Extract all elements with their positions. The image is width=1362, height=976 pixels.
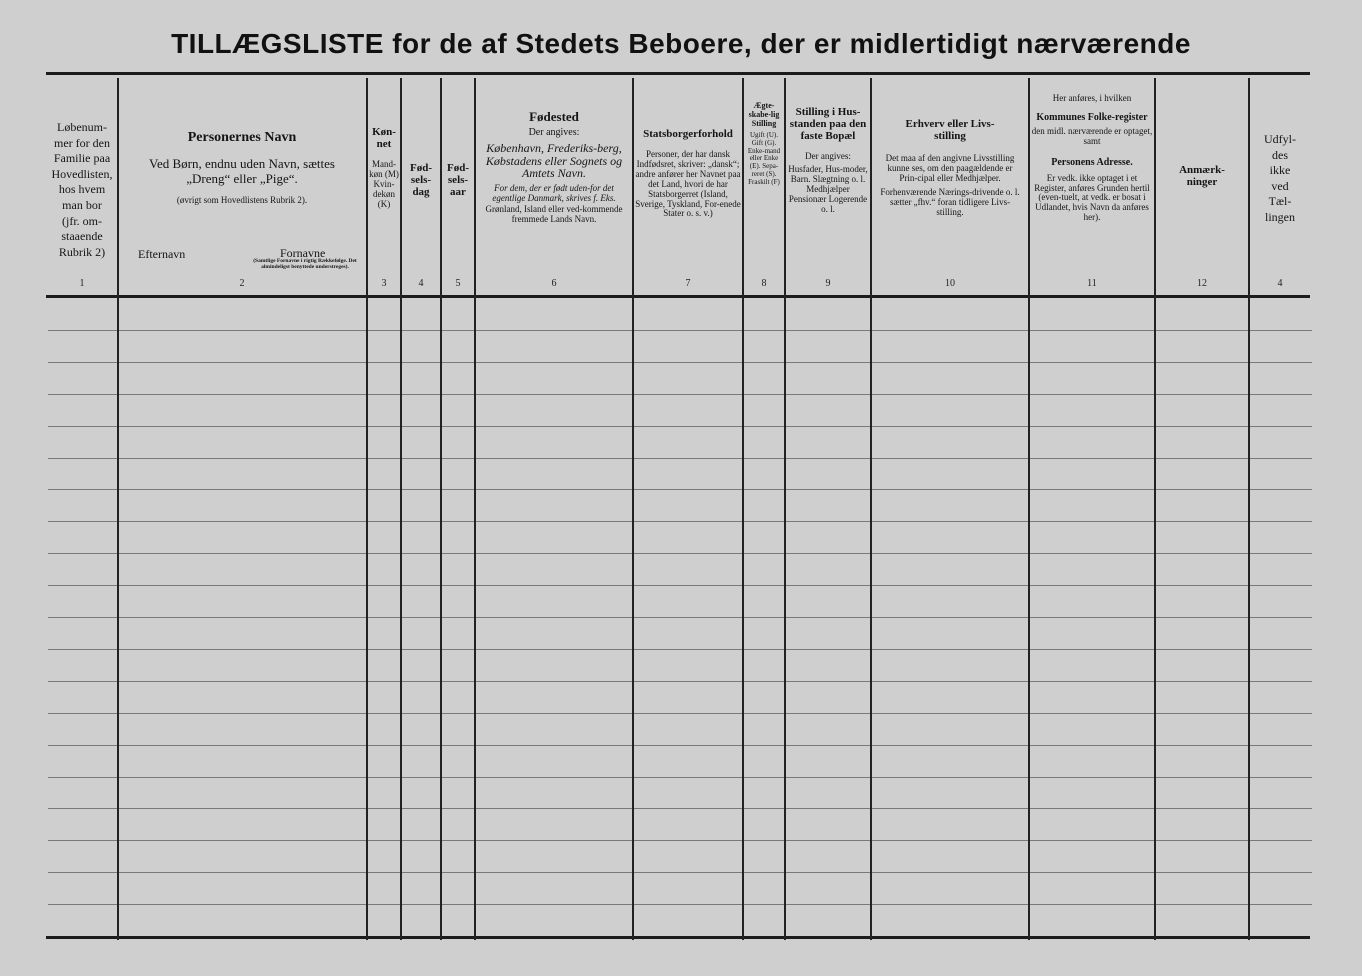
col-number: 11 [1087,278,1097,289]
col-header-udfyldes-ikke [1250,132,1310,332]
col-header-personernes-navn [120,130,364,330]
col4-heading: Fød-sels-dag [410,162,432,199]
table-row-rule [48,777,1312,778]
col10-text2: Forhenværende Nærings-drivende o. l. sætter „fhv.“ foran tidligere Livs-stilling. [880,186,1020,217]
col-number: 2 [239,278,245,289]
col-header-stilling-husstand [787,106,869,306]
col2-note: (øvrigt som Hovedlistens Rubrik 2). [176,194,308,205]
col11-heading: Kommunes Folke-register [1036,111,1148,123]
col-header-konnet [368,126,400,326]
col1-line: man bor [62,197,102,212]
col10-text: Det maa af den angivne Livsstilling kunne ses, om den paagældende er Prin-cipal eller Medhjælper. [885,153,1015,183]
col-number: 5 [455,278,461,289]
table-row-rule [48,426,1312,427]
col9-text: Husfader, Hus-moder, Barn. Slægtning o. l. Medhjælper Pensionær Logerende o. l. [788,164,868,214]
col6-heading: Fødested [529,110,579,124]
table-row-rule [48,808,1312,809]
column-divider [117,78,119,940]
col1-line: Rubrik 2) [58,244,106,259]
column-divider [474,78,476,940]
col1-line: hos hvem [58,182,106,197]
col6-sub: Der angives: [528,127,580,139]
col-number: 8 [761,278,767,289]
column-divider [784,78,786,940]
table-row-rule [48,745,1312,746]
col13-line: lingen [1265,209,1295,224]
col-number: 4 [1277,278,1283,289]
col-number: 9 [825,278,831,289]
col8-heading: Ægte-skabe-lig Stilling [748,102,780,128]
col9-heading: Stilling i Hus-standen paa den faste Bopæl [789,106,867,143]
col-number: 6 [551,278,557,289]
table-row-rule [48,458,1312,459]
col1-line: (jfr. om- [62,213,102,228]
col-header-fodselsdag [403,162,439,362]
col-number: 3 [381,278,387,289]
table-row-rule [48,872,1312,873]
col-header-folkeregister [1031,94,1153,294]
col1-line: Løbenum- [57,120,107,134]
col-header-lobenummer [48,120,116,320]
column-divider [1028,78,1030,940]
col10-heading: Erhverv eller Livs-stilling [905,118,995,143]
col12-heading: Anmærk-ninger [1179,164,1225,189]
col-header-anmaerkninger [1158,164,1246,364]
col-header-fodselsaar [443,162,473,362]
col7-heading: Statsborgerforhold [643,128,733,140]
col1-line: staaende [61,229,103,244]
col-number: 12 [1197,278,1207,289]
table-row-rule [48,904,1312,905]
column-divider [400,78,402,940]
table-row-rule [48,681,1312,682]
col-header-aegteskabelig [744,102,784,302]
table-row-rule [48,489,1312,490]
column-divider [440,78,442,940]
col13-line: Tæl- [1268,194,1292,209]
col13-line: Udfyl- [1264,132,1296,146]
col6-text3: Grønland, Island eller ved-kommende fremmede Lands Navn. [485,203,623,224]
col7-text: Personer, der har dansk Indfødsret, skriver: „dansk“; andre anfører her Navnet paa det Land, hvori de har Statsborgerret (Island, Sverige, Tyskland, For-enede Stater o. s. v.) [635,149,741,219]
col9-sub: Der angives: [805,151,851,162]
table-row-rule [48,362,1312,363]
table-row-rule [48,394,1312,395]
table-row-rule [48,585,1312,586]
col5-heading: Fød-sels-aar [447,162,469,199]
col2-sub-fornavne: Fornavne [280,246,326,260]
bottom-rule [46,936,1310,939]
column-divider [870,78,872,940]
table-row-rule [48,617,1312,618]
col2-heading: Personernes Navn [187,130,297,145]
col3-heading: Køn-net [372,126,396,151]
table-row-rule [48,713,1312,714]
table-row-rule [48,649,1312,650]
col11-sub: Her anføres, i hvilken [1052,94,1132,103]
table-row-rule [48,330,1312,331]
col11-text2: Er vedk. ikke optaget i et Register, anføres Grunden hertil (even-tuelt, at vedk. er bosat i Udlandet, hvis Navn da anføres her). [1034,172,1150,223]
col8-text: Ugift (U). Gift (G). Enke-mand eller Enke (E). Sepa-reret (S). Fraskilt (F) [747,131,781,186]
col3-text: Mand-køn (M) Kvin-dekøn (K) [369,159,399,209]
table-row-rule [48,521,1312,522]
col2-sub-efternavn: Efternavn [138,247,186,261]
col2-text: Ved Børn, endnu uden Navn, sættes „Dreng“ eller „Pige“. [149,156,335,186]
col6-text: København, Frederiks-berg, Købstadens eller Sognets og Amtets Navn. [485,141,623,181]
col1-line: Hovedlisten, [51,166,113,181]
table-row-rule [48,840,1312,841]
page-title: TILLÆGSLISTE for de af Stedets Beboere, der er midlertidigt nærværende [171,28,1191,59]
table-row-rule [48,553,1312,554]
col-number: 7 [685,278,691,289]
col-header-statsborgerforhold [634,128,742,328]
top-rule [46,72,1310,75]
col11-text: den midl. nærværende er optaget, samt [1031,125,1153,146]
col6-text2: For dem, der er født uden-for det egentlige Danmark, skrives f. Eks. [492,183,616,203]
col13-line: ved [1271,178,1289,193]
col1-line: Familie paa [53,151,111,166]
col-number: 4 [418,278,424,289]
col13-line: des [1272,147,1288,162]
col2-sub-fornavne-note: (Samtlige Fornavne i rigtig Rækkefølge. Det almindeligst benyttede understreges). [253,258,357,270]
col1-line: mer for den [54,135,110,150]
col11-heading2: Personens Adresse. [1051,156,1133,168]
column-divider [1154,78,1156,940]
col-number: 1 [79,278,85,289]
col13-line: ikke [1269,163,1291,178]
col-number: 10 [945,278,955,289]
